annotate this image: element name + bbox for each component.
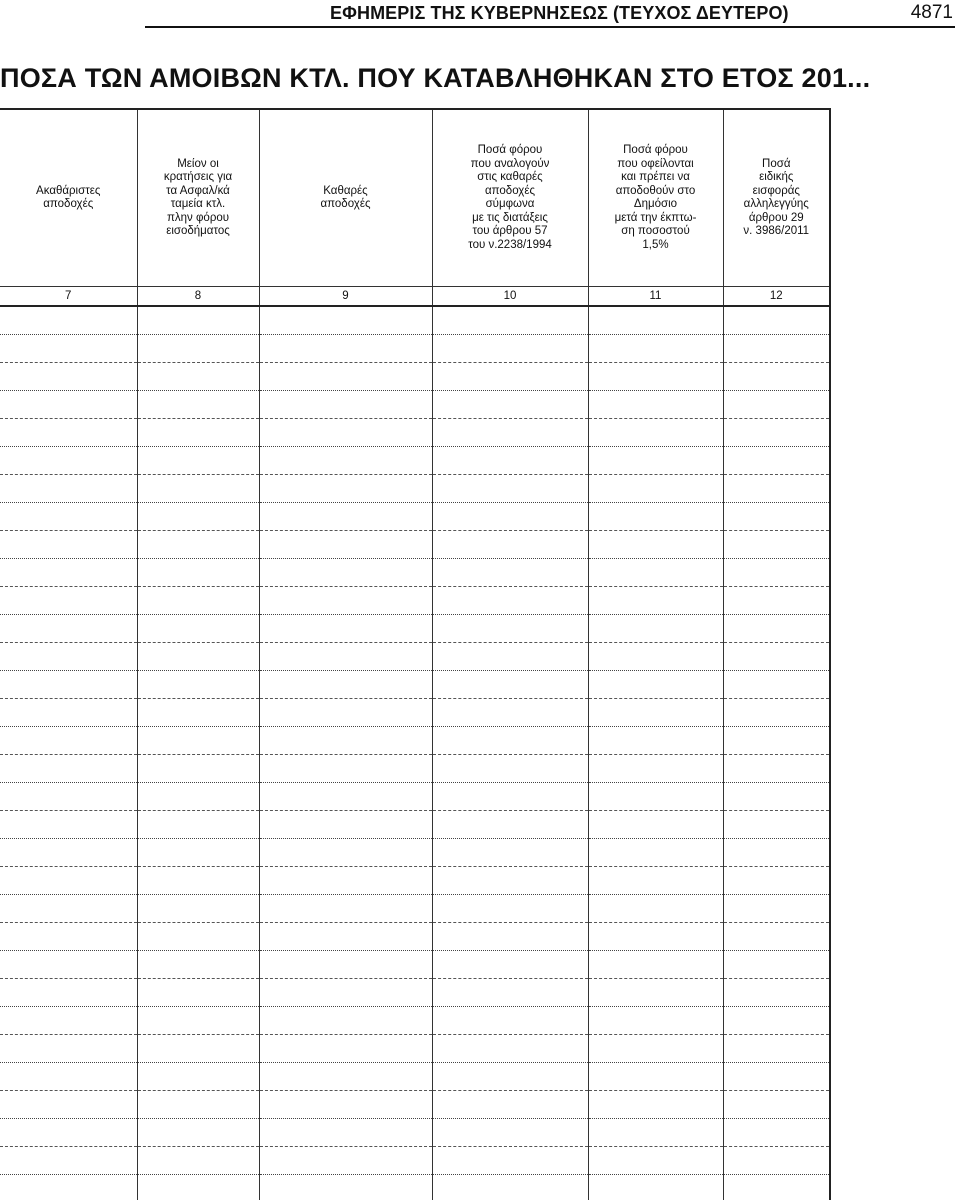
empty-cell [723,1119,830,1147]
empty-cell [723,1063,830,1091]
empty-cell [137,643,259,671]
empty-cell [0,447,137,475]
empty-cell [588,783,723,811]
empty-cell [0,1175,137,1200]
empty-cell [0,363,137,391]
empty-cell [588,615,723,643]
table-row [0,867,830,895]
empty-cell [137,951,259,979]
empty-cell [137,306,259,335]
empty-cell [432,643,588,671]
running-title: ΕΦΗΜΕΡΙΣ ΤΗΣ ΚΥΒΕΡΝΗΣΕΩΣ (ΤΕΥΧΟΣ ΔΕΥΤΕΡΟ) [330,3,789,23]
empty-cell [0,699,137,727]
empty-cell [137,419,259,447]
empty-cell [259,475,432,503]
empty-cell [723,306,830,335]
table-row [0,783,830,811]
table-row [0,503,830,531]
empty-cell [432,671,588,699]
empty-cell [588,447,723,475]
empty-cell [0,419,137,447]
empty-cell [588,306,723,335]
column-header-tax-payable: Ποσά φόρου που οφείλονται και πρέπει να αποδοθούν στο Δημόσιο μετά την έκπτω- ση ποσοστού 1,5% [588,109,723,287]
empty-cell [137,755,259,783]
table-row [0,671,830,699]
table-row [0,306,830,335]
empty-cell [259,335,432,363]
table-row [0,643,830,671]
empty-cell [259,447,432,475]
column-number: 12 [723,287,830,307]
empty-cell [0,895,137,923]
running-header [145,0,955,28]
form-table [0,108,831,1200]
empty-cell [0,783,137,811]
empty-cell [259,671,432,699]
empty-cell [0,1119,137,1147]
empty-cell [723,699,830,727]
column-header-deductions: Μείον οι κρατήσεις για τα Ασφαλ/κά ταμεία κτλ. πλην φόρου εισοδήματος [137,109,259,287]
empty-cell [0,867,137,895]
empty-cell [588,895,723,923]
empty-cell [0,335,137,363]
empty-cell [432,979,588,1007]
empty-cell [0,559,137,587]
empty-cell [259,1035,432,1063]
table-row [0,335,830,363]
table-row [0,391,830,419]
empty-cell [723,671,830,699]
empty-cell [432,783,588,811]
empty-cell [588,1007,723,1035]
table-row [0,587,830,615]
empty-cell [259,615,432,643]
table-row [0,839,830,867]
empty-cell [259,839,432,867]
empty-cell [259,1007,432,1035]
table-row [0,699,830,727]
empty-cell [137,1119,259,1147]
empty-cell [259,867,432,895]
empty-cell [137,1091,259,1119]
empty-cell [0,587,137,615]
table-row [0,923,830,951]
empty-cell [588,727,723,755]
empty-cell [432,363,588,391]
empty-cell [723,951,830,979]
empty-cell [0,1091,137,1119]
table-row [0,755,830,783]
empty-cell [137,1147,259,1175]
empty-cell [723,419,830,447]
column-number: 9 [259,287,432,307]
table-row [0,1063,830,1091]
empty-cell [588,1175,723,1200]
empty-cell [723,335,830,363]
empty-cell [432,923,588,951]
empty-cell [723,923,830,951]
empty-cell [0,811,137,839]
empty-cell [723,867,830,895]
empty-cell [588,867,723,895]
empty-cell [259,951,432,979]
empty-cell [137,923,259,951]
empty-cell [0,615,137,643]
empty-cell [0,755,137,783]
table-row [0,727,830,755]
table-row [0,895,830,923]
column-header-solidarity-levy: Ποσά ειδικής εισφοράς αλληλεγγύης άρθρου 29 ν. 3986/2011 [723,109,830,287]
empty-cell [588,391,723,419]
empty-cell [588,951,723,979]
column-header-tax-due: Ποσά φόρου που αναλογούν στις καθαρές αποδοχές σύμφωνα με τις διατάξεις του άρθρου 57 του ν.2238/1994 [432,109,588,287]
empty-cell [723,615,830,643]
empty-cell [137,503,259,531]
empty-cell [588,1063,723,1091]
empty-cell [259,727,432,755]
empty-cell [259,1119,432,1147]
empty-cell [723,1035,830,1063]
empty-cell [137,1007,259,1035]
empty-cell [137,447,259,475]
table-row [0,811,830,839]
table-row [0,1035,830,1063]
table-row [0,951,830,979]
column-number: 11 [588,287,723,307]
empty-cell [137,587,259,615]
empty-cell [259,391,432,419]
empty-cell [432,391,588,419]
empty-cell [588,363,723,391]
page-number: 4871 [910,2,953,23]
empty-cell [0,475,137,503]
empty-cell [0,531,137,559]
empty-cell [432,1063,588,1091]
empty-cell [588,1147,723,1175]
empty-cell [137,727,259,755]
empty-cell [259,419,432,447]
empty-cell [432,867,588,895]
table-row [0,559,830,587]
empty-cell [432,755,588,783]
empty-cell [432,839,588,867]
empty-cell [723,979,830,1007]
empty-cell [259,1147,432,1175]
empty-cell [588,923,723,951]
table-row [0,419,830,447]
empty-cell [588,419,723,447]
empty-cell [588,671,723,699]
empty-cell [137,811,259,839]
empty-cell [0,503,137,531]
empty-cell [259,363,432,391]
empty-cell [432,615,588,643]
empty-cell [259,895,432,923]
empty-cell [723,1147,830,1175]
empty-cell [432,727,588,755]
empty-cell [723,391,830,419]
empty-cell [588,839,723,867]
empty-cell [259,531,432,559]
header-row [0,109,830,287]
empty-cell [723,503,830,531]
empty-cell [137,839,259,867]
empty-cell [137,867,259,895]
empty-cell [723,363,830,391]
empty-cell [432,306,588,335]
empty-cell [432,475,588,503]
empty-cell [432,503,588,531]
table-row [0,447,830,475]
empty-cell [432,1119,588,1147]
empty-cell [259,559,432,587]
empty-cell [137,531,259,559]
empty-cell [432,699,588,727]
empty-cell [723,839,830,867]
empty-cell [137,979,259,1007]
empty-cell [137,335,259,363]
table-row [0,1175,830,1200]
empty-cell [259,699,432,727]
empty-cell [432,1091,588,1119]
empty-cell [0,1147,137,1175]
empty-cell [432,1035,588,1063]
table-row [0,475,830,503]
entry-rows [0,306,830,1200]
empty-cell [432,895,588,923]
empty-cell [432,559,588,587]
empty-cell [588,587,723,615]
empty-cell [0,951,137,979]
empty-cell [588,979,723,1007]
empty-cell [588,531,723,559]
empty-cell [588,335,723,363]
column-number: 8 [137,287,259,307]
empty-cell [137,391,259,419]
empty-cell [723,1175,830,1200]
empty-cell [432,531,588,559]
empty-cell [0,671,137,699]
empty-cell [259,306,432,335]
empty-cell [0,1063,137,1091]
empty-cell [137,895,259,923]
empty-cell [432,335,588,363]
empty-cell [137,1063,259,1091]
empty-cell [0,979,137,1007]
empty-cell [0,391,137,419]
empty-cell [588,811,723,839]
empty-cell [588,559,723,587]
empty-cell [0,1007,137,1035]
empty-cell [259,979,432,1007]
empty-cell [259,1091,432,1119]
empty-cell [723,475,830,503]
empty-cell [723,531,830,559]
empty-cell [137,1035,259,1063]
empty-cell [0,839,137,867]
empty-cell [0,923,137,951]
table-row [0,615,830,643]
empty-cell [432,419,588,447]
empty-cell [259,1175,432,1200]
empty-cell [588,503,723,531]
empty-cell [723,727,830,755]
empty-cell [588,643,723,671]
table-row [0,1007,830,1035]
empty-cell [432,1007,588,1035]
column-header-net-earnings: Καθαρές αποδοχές [259,109,432,287]
empty-cell [723,559,830,587]
table-row [0,979,830,1007]
empty-cell [588,755,723,783]
empty-cell [723,895,830,923]
table-row [0,531,830,559]
empty-cell [137,783,259,811]
empty-cell [137,1175,259,1200]
empty-cell [259,783,432,811]
column-number: 10 [432,287,588,307]
empty-cell [259,923,432,951]
column-header-gross-earnings: Ακαθάριστες αποδοχές [0,109,137,287]
empty-cell [588,699,723,727]
empty-cell [0,643,137,671]
empty-cell [432,1147,588,1175]
empty-cell [432,447,588,475]
empty-cell [0,727,137,755]
empty-cell [432,1175,588,1200]
section-title: ΠΟΣΑ ΤΩΝ ΑΜΟΙΒΩΝ ΚΤΛ. ΠΟΥ ΚΑΤΑΒΛΗΘΗΚΑΝ ΣΤΟ ΕΤΟΣ 201... [0,63,871,93]
empty-cell [137,615,259,643]
empty-cell [432,951,588,979]
empty-cell [137,475,259,503]
empty-cell [432,587,588,615]
empty-cell [259,587,432,615]
empty-cell [588,1091,723,1119]
empty-cell [137,671,259,699]
empty-cell [0,1035,137,1063]
empty-cell [723,755,830,783]
empty-cell [723,643,830,671]
empty-cell [723,1091,830,1119]
empty-cell [259,811,432,839]
empty-cell [723,1007,830,1035]
empty-cell [588,475,723,503]
empty-cell [259,643,432,671]
table-row [0,1091,830,1119]
empty-cell [259,1063,432,1091]
empty-cell [588,1119,723,1147]
empty-cell [723,447,830,475]
column-number: 7 [0,287,137,307]
table-row [0,1147,830,1175]
column-number-row [0,287,830,307]
empty-cell [259,755,432,783]
empty-cell [0,306,137,335]
empty-cell [723,783,830,811]
empty-cell [432,811,588,839]
table-row [0,1119,830,1147]
table-row [0,363,830,391]
empty-cell [137,559,259,587]
empty-cell [723,811,830,839]
empty-cell [588,1035,723,1063]
empty-cell [137,363,259,391]
empty-cell [259,503,432,531]
empty-cell [723,587,830,615]
empty-cell [137,699,259,727]
